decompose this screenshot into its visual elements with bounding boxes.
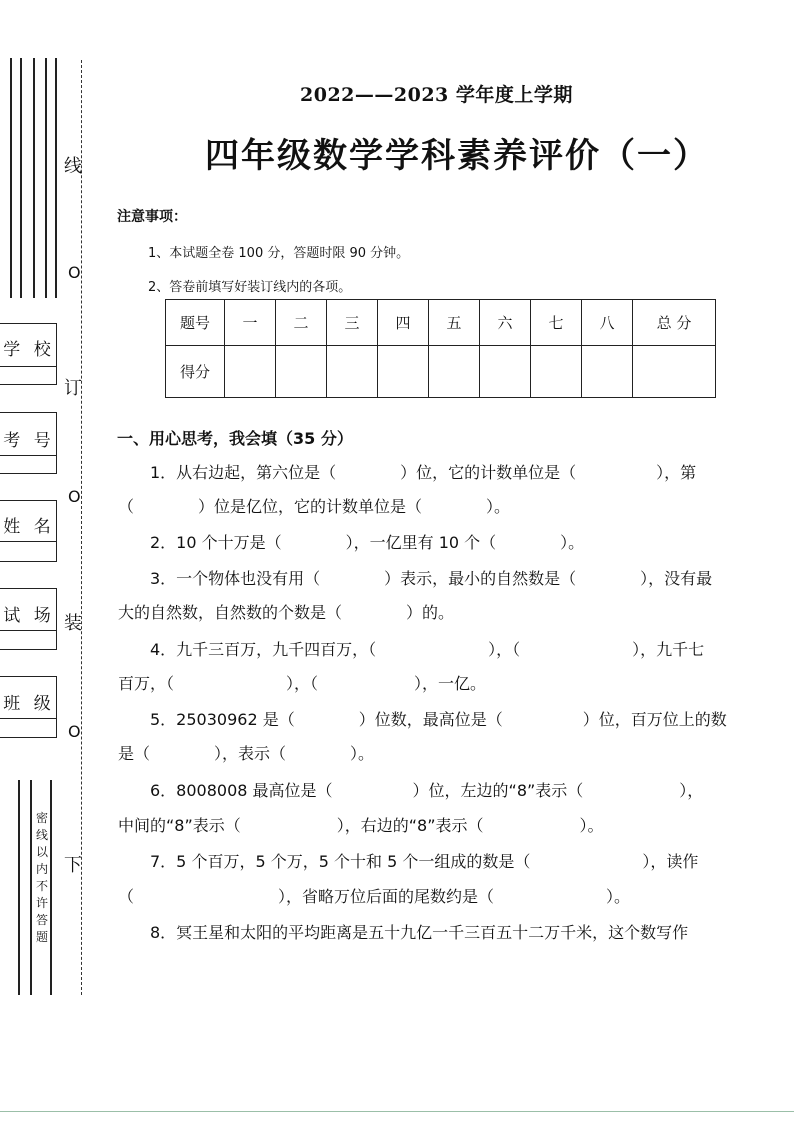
binding-mark-xia: 下 [64,855,82,876]
column-header: 七 [531,300,582,346]
binding-line [10,58,12,298]
column-header: 四 [378,300,429,346]
binding-line [55,58,57,298]
score-cell-total[interactable] [633,346,716,398]
question-line: （ ），省略万位后面的尾数约是（ ）。 [118,887,631,906]
field-divider [0,718,56,719]
school-year: 2022——2023 学年度上学期 [300,84,573,106]
binding-mark-ding: 订 [64,378,82,399]
binding-line [20,58,22,298]
score-cell[interactable] [276,346,327,398]
question-line: 7．5 个百万，5 个万，5 个十和 5 个一组成的数是（ ），读作 [150,852,699,871]
page-bottom-rule [0,1111,794,1112]
column-header: 五 [429,300,480,346]
binding-mark-zhuang: 装 [64,613,82,634]
binding-line [18,780,20,995]
binding-line [33,58,35,298]
question-line: 4．九千三百万，九千四百万，（ ），（ ），九千七 [150,640,705,659]
binding-mark-xian: 线 [64,156,82,177]
score-cell[interactable] [480,346,531,398]
notes-heading: 注意事项： [117,209,187,225]
column-header: 八 [582,300,633,346]
question-line: 2．10 个十万是（ ），一亿里有 10 个（ ）。 [150,533,585,552]
binding-line [30,780,32,995]
score-cell[interactable] [429,346,480,398]
score-cell[interactable] [531,346,582,398]
binding-line [50,780,52,995]
field-divider [0,541,56,542]
field-divider [0,366,56,367]
score-cell[interactable] [225,346,276,398]
note-item: 2、答卷前填写好装订线内的各项。 [148,280,352,295]
column-header: 三 [327,300,378,346]
note-item: 1、本试题全卷 100 分，答题时限 90 分钟。 [148,246,410,261]
score-cell[interactable] [327,346,378,398]
row-label-question-number: 题号 [166,300,225,346]
score-table [165,299,716,398]
binding-circle-mark: O [68,487,81,506]
question-number-row [166,300,716,346]
question-line: 是（ ），表示（ ）。 [118,744,375,763]
question-line: 1．从右边起，第六位是（ ）位，它的计数单位是（ ），第 [150,463,697,482]
score-row [166,346,716,398]
exam-title: 四年级数学学科素养评价（一） [205,136,709,176]
field-school-label: 学 校 [3,340,55,360]
field-name-label: 姓 名 [3,517,55,537]
section-heading: 一、用心思考，我会填（35 分） [117,429,353,448]
column-header: 六 [480,300,531,346]
score-cell[interactable] [378,346,429,398]
question-line: 中间的“8”表示（ ），右边的“8”表示（ ）。 [118,816,604,835]
question-line: 8．冥王星和太阳的平均距离是五十九亿一千三百五十二万千米，这个数写作 [150,923,689,942]
field-exam-number-label: 考 号 [3,431,55,451]
question-line: 5．25030962 是（ ）位数，最高位是（ ）位，百万位上的数 [150,710,727,729]
score-cell[interactable] [582,346,633,398]
field-divider [0,455,56,456]
row-label-score: 得分 [166,346,225,398]
question-line: （ ）位是亿位，它的计数单位是（ ）。 [118,497,511,516]
question-line: 3．一个物体也没有用（ ）表示，最小的自然数是（ ），没有最 [150,569,713,588]
column-header: 一 [225,300,276,346]
field-exam-room-label: 试 场 [3,606,55,626]
column-header-total: 总 分 [633,300,716,346]
binding-line [45,58,47,298]
question-line: 大的自然数，自然数的个数是（ ）的。 [118,603,455,622]
column-header: 二 [276,300,327,346]
binding-circle-mark: O [68,263,81,282]
question-line: 百万，（ ），（ ），一亿。 [118,674,487,693]
no-answer-zone-note: 密线以内不许答题 [35,811,48,944]
question-line: 6．8008008 最高位是（ ）位，左边的“8”表示（ ）， [150,781,704,800]
field-class-label: 班 级 [3,694,55,714]
field-divider [0,630,56,631]
binding-circle-mark: O [68,722,81,741]
